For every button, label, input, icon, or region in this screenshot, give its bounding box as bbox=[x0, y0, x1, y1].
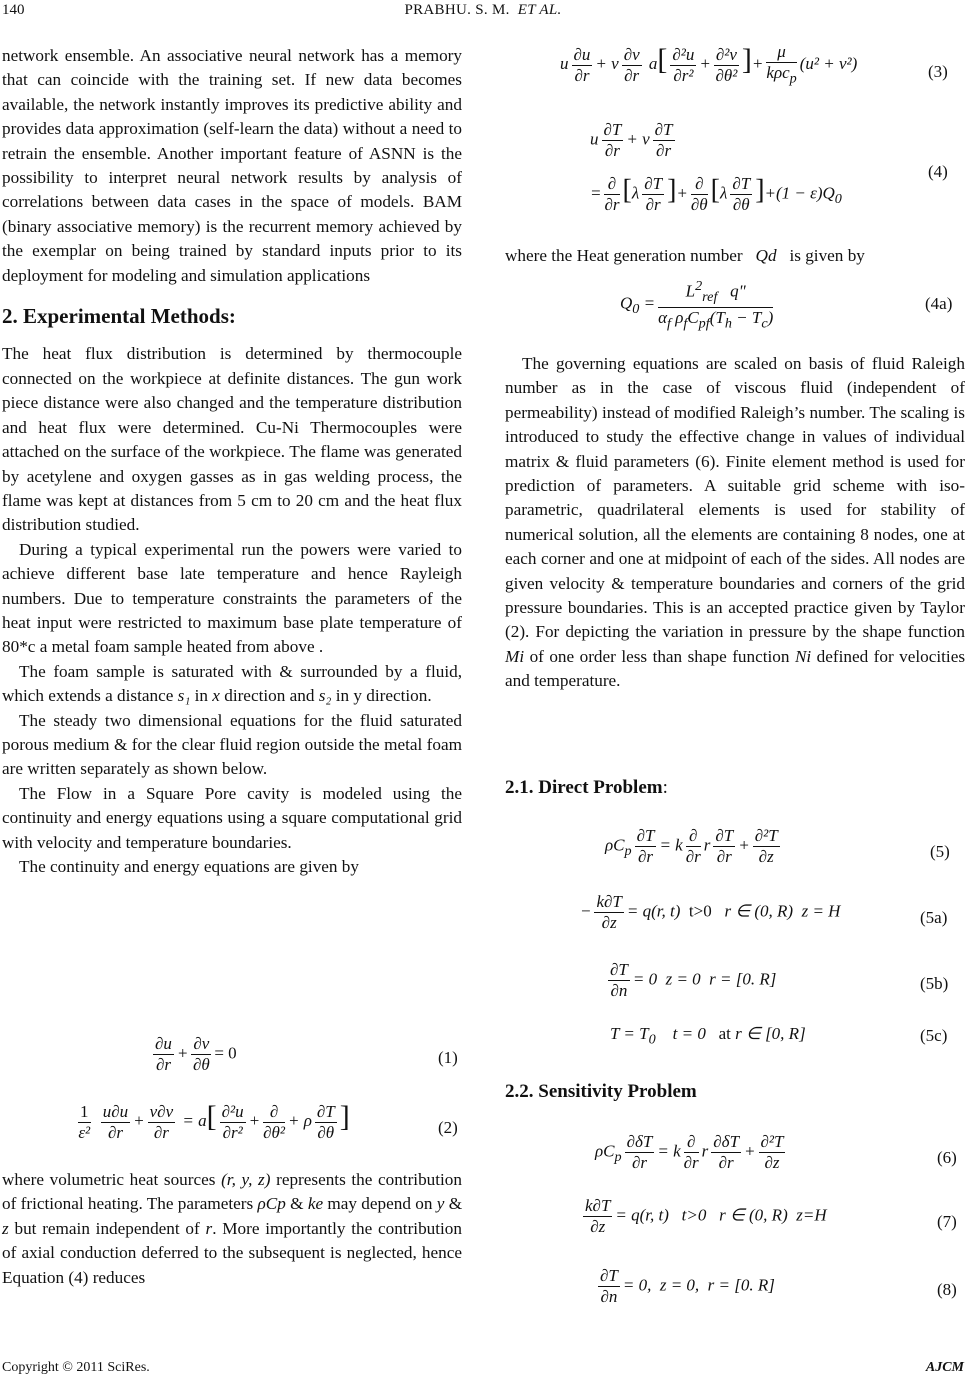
equation-5-number: (5) bbox=[930, 842, 950, 861]
paragraph-foam-sample: The foam sample is saturated with & surrounded by a fluid, which extends a distance s₁ in x direction and s₂ in y direction. bbox=[2, 661, 462, 706]
equation-8 bbox=[595, 1266, 965, 1322]
equation-4: u $\frac{\partial T}{\partial r}$ + v $\frac{\partial T}{\partial r}$ = $\frac{\partial}{\partial r}$ [λ $\frac{\partial T}{\partial r}$ ]+ $\frac{\partial}{\partial\theta}$ [λ $\frac{\partial T}{\partial\theta}$ ]$+(1 - \varepsilon)Q_0$ (4) bbox=[590, 120, 948, 214]
equation-5-formula: $\rho C_p$ $\frac{\partial T}{\partial r}$ = k $\frac{\partial}{\partial r}$ r $\frac{\partial T}{\partial r}$ + $\frac{\text{∂²T}}{\partial z}$ bbox=[605, 826, 778, 866]
equation-7-number: (7) bbox=[937, 1212, 957, 1231]
paragraph-experimental-run: During a typical experimental run the powers were varied to achieve different base late temperature and hence Rayleigh numbers. Due to temperature constraints the parameters of the heat input were restricted to maximum base plate temperature of 80*c a metal foam sample heated from above . bbox=[2, 539, 462, 657]
journal-abbreviation: AJCM bbox=[925, 1360, 964, 1375]
equation-5a-number: (5a) bbox=[920, 908, 948, 927]
equation-4a-formula: $Q_0$ = $\frac{L^2_{ref} q"}{\alpha_f \rho_fC_{pf}(T_h - T_c)}$ bbox=[620, 278, 774, 332]
page-number: 140 bbox=[2, 2, 25, 18]
equation-4a bbox=[620, 276, 965, 336]
equation-3 bbox=[560, 42, 965, 104]
equation-7-formula: $\frac{k\partial T}{\partial z}$ = q(r, t) t>0 r ∈ (0, R) z=H bbox=[585, 1196, 827, 1236]
paragraph-continuity-intro: The continuity and energy equations are given by bbox=[19, 857, 359, 876]
equation-5b-number: (5b) bbox=[920, 974, 949, 993]
equation-5a bbox=[580, 892, 965, 948]
equation-8-formula: $\frac{\partial T}{\partial n}$ = 0, z = 0, r = [0. R] bbox=[600, 1266, 775, 1306]
equation-4-formula: u $\frac{\partial T}{\partial r}$ + v $\frac{\partial T}{\partial r}$ bbox=[590, 120, 673, 160]
equation-2-number: (2) bbox=[438, 1118, 458, 1137]
equation-2-formula: $\frac{1}{\text{ε²}}$ $\frac{u\partial u}{\partial r}$ + $\frac{v\partial v}{\partial r}$ = a[ $\frac{\text{∂²u}}{\text{∂r²}}$ + $\frac{\partial}{\text{∂θ²}}$ + ρ $\frac{\partial T}{\partial\theta}$ ] bbox=[78, 1100, 350, 1142]
equation-4a-number: (4a) bbox=[925, 294, 953, 313]
paragraph-asnn: network ensemble. An associative neural network has a memory that can coincide with the training set. If new data becomes available, the network instantly improves its predictive ability and provides data approximation (self-learn the data) without a need to retrain the ensemble. Another important feature of ASNN is the possibility to interpret neural network results by analysis of correlations between data cases in the space of models. BAM (binary associative memory) is the recurrent memory achieved by the exemplar on being trained by standard inputs prior to its deployment for modeling and simulation applications bbox=[2, 46, 462, 285]
equation-2 bbox=[75, 1100, 462, 1160]
equation-5c-formula: $T = T_0$ t = 0 at r ∈ [0, R] bbox=[610, 1024, 806, 1048]
equation-7 bbox=[580, 1196, 965, 1252]
paragraph-steady-equations: The steady two dimensional equations for the fluid saturated porous medium & for the clear fluid region outside the metal foam are written separately as shown below. bbox=[2, 710, 462, 779]
equation-4-number: (4) bbox=[928, 162, 948, 181]
paragraph-volumetric-heat: where volumetric heat sources (r, y, z) represents the contribution of frictional heating. The parameters ρCp & ke may depend on y & z but remain independent of r. More importantly the contribution of axial conduction deferred to the subsequent is neglected, hence Equation (4) reduces bbox=[2, 1170, 463, 1287]
paragraph-square-pore: The Flow in a Square Pore cavity is modeled using the continuity and energy equations using a square computational grid with velocity and temperature boundaries. bbox=[2, 783, 462, 852]
copyright-notice: Copyright © 2011 SciRes. bbox=[2, 1360, 150, 1375]
paragraph-heat-flux: The heat flux distribution is determined by thermocouple connected on the workpiece at definite distances. The gun work piece distance were also changed and the temperature distribution and heat flux were determined. Cu-Ni Thermocouples were attached on the surface of the workpiece. The flame was generated by acetylene and oxygen gasses as in gas welding process, the flame was kept at distances from 5 cm to 20 cm and the heat flux distribution studied. bbox=[2, 344, 462, 535]
running-title: PRABHU. S. M. ET AL. bbox=[404, 2, 562, 18]
section-heading-sensitivity: 2.2. Sensitivity Problem bbox=[505, 1081, 697, 1102]
equation-1 bbox=[150, 1034, 462, 1084]
equation-5c-number: (5c) bbox=[920, 1026, 948, 1045]
page-header bbox=[0, 0, 966, 24]
section-heading-direct: 2.1. Direct Problem: bbox=[505, 777, 668, 798]
equation-5 bbox=[605, 826, 965, 882]
equation-3-number: (3) bbox=[928, 62, 948, 81]
section-heading-experimental: 2. Experimental Methods: bbox=[2, 304, 236, 329]
left-column bbox=[2, 44, 462, 879]
equation-6 bbox=[595, 1132, 965, 1188]
equation-6-number: (6) bbox=[937, 1148, 957, 1167]
equation-1-formula: $\frac{\partial u}{\partial r}$ + $\frac{\partial v}{\partial\theta}$ = 0 bbox=[155, 1034, 237, 1074]
paragraph-heat-generation: where the Heat generation number Qd is given by bbox=[505, 246, 865, 265]
equation-8-number: (8) bbox=[937, 1280, 957, 1299]
equation-1-number: (1) bbox=[438, 1048, 458, 1067]
equation-5b-formula: $\frac{\partial T}{\partial n}$ = 0 z = 0 r = [0. R] bbox=[610, 960, 777, 1000]
equation-5b bbox=[605, 960, 965, 1016]
equation-5c bbox=[610, 1024, 965, 1054]
equation-3-formula: u $\frac{\partial u}{\partial r}$ + v $\frac{\partial v}{\partial r}$ a[ $\frac{\text{∂²u}}{\text{∂r²}}$ + $\frac{\text{∂²v}}{\text{∂θ²}}$ ]+ $\frac{\mu}{k\rho c_p}$ (u² + v²) bbox=[560, 42, 858, 87]
paragraph-governing: The governing equations are scaled on basis of fluid Raleigh number as in the case of viscous fluid (independent of permeability) instead of modified Raleigh’s number. The scaling is introduced to study the effective change in values of individual matrix & fluid parameters (6). Finite element method is used for prediction of parameters. A suitable grid scheme with iso-parametric, quadrilateral elements is used for stability of numerical solution, all the elements are containing 8 nodes, one at each corner and one at midpoint of each of the sides. All nodes are given velocity & temperature boundaries and corners of the grid pressure boundaries. This is an accepted practice given by Taylor (2). For depicting the variation in pressure by the shape function Mi of one order less than shape function Ni defined for velocities and temperature. bbox=[505, 354, 966, 691]
equation-6-formula: $\rho C_p$ $\frac{\partial\delta T}{\partial r}$ = k $\frac{\partial}{\partial r}$ r $\frac{\partial\delta T}{\partial r}$ + $\frac{\text{∂²T}}{\partial z}$ bbox=[595, 1132, 784, 1172]
equation-5a-formula: − $\frac{k\partial T}{\partial z}$ = q(r, t) t>0 r ∈ (0, R) z = H bbox=[580, 892, 841, 932]
